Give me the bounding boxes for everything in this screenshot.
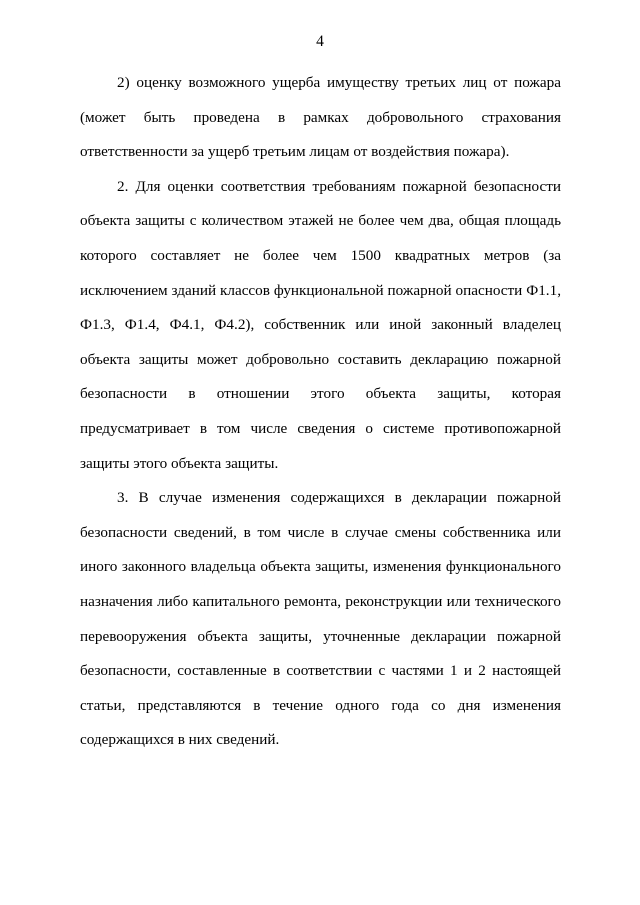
page-number: 4 xyxy=(316,33,324,50)
paragraph-part-3: 3. В случае изменения содержащихся в декларации пожарной безопасности сведений, в том числе в случае смены собственника или иного законного владельца объекта защиты, изменения функционального назначения либо капитального ремонта, реконструкции или технического перевооружения объекта защиты, уточненные декларации пожарной безопасности, составленные в соответствии с частями 1 и 2 настоящей статьи, представляются в течение одного года со дня изменения содержащихся в них сведений. xyxy=(80,489,561,749)
document-body xyxy=(80,66,561,758)
paragraph-item-2-subpoint: 2) оценку возможного ущерба имуществу третьих лиц от пожара (может быть проведена в рамках добровольного страхования ответственности за ущерб третьим лицам от воздействия пожара). xyxy=(80,74,561,161)
paragraph-part-2: 2. Для оценки соответствия требованиям пожарной безопасности объекта защиты с количеством этажей не более чем два, общая площадь которого составляет не более чем 1500 квадратных метров (за исключением зданий классов функциональной пожарной опасности Ф1.1, Ф1.3, Ф1.4, Ф4.1, Ф4.2), собственник или иной законный владелец объекта защиты может добровольно составить декларацию пожарной безопасности в отношении этого объекта защиты, которая предусматривает в том числе сведения о системе противопожарной защиты этого объекта защиты. xyxy=(80,177,561,472)
